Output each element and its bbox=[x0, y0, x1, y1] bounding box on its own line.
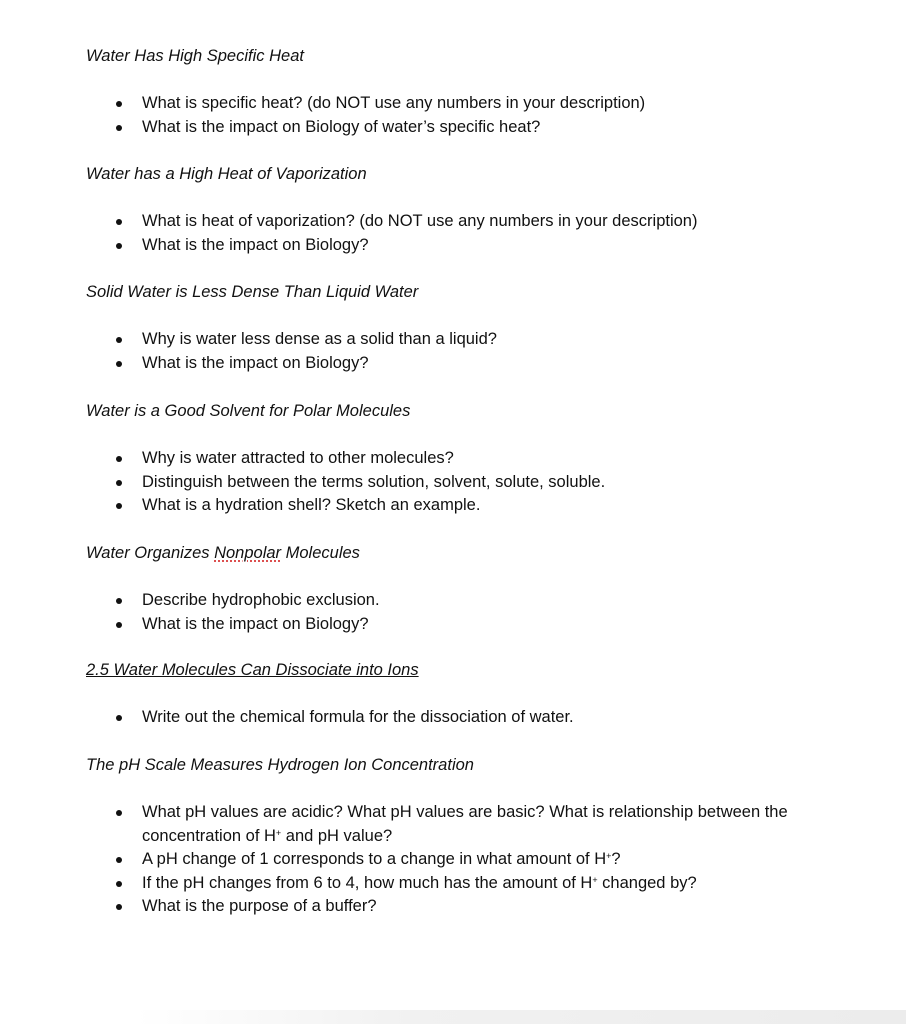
section-heading: Solid Water is Less Dense Than Liquid Water bbox=[86, 283, 419, 301]
question-item: What is the impact on Biology? bbox=[0, 234, 906, 258]
section-heading: Water has a High Heat of Vaporization bbox=[86, 165, 367, 183]
question-item: What is heat of vaporization? (do NOT use any numbers in your description) bbox=[0, 210, 906, 234]
section-heading bbox=[86, 543, 360, 563]
question-item bbox=[0, 801, 906, 848]
page-bottom-shadow bbox=[0, 1010, 906, 1024]
question-item: What is a hydration shell? Sketch an example. bbox=[0, 494, 906, 518]
section-heading: 2.5 Water Molecules Can Dissociate into Ions bbox=[86, 661, 419, 679]
spellcheck-flagged-word: Nonpolar bbox=[214, 544, 282, 562]
question-list bbox=[0, 801, 906, 919]
question-list bbox=[0, 92, 906, 139]
superscript-plus: + bbox=[606, 851, 612, 862]
superscript-plus: + bbox=[275, 827, 282, 838]
question-item bbox=[0, 872, 906, 896]
heading-text: Molecules bbox=[281, 544, 360, 562]
question-text: What pH values are acidic? What pH values are basic? What is relationship between the concentration of H bbox=[142, 803, 788, 845]
section-heading: The pH Scale Measures Hydrogen Ion Concentration bbox=[86, 756, 474, 774]
question-item: Describe hydrophobic exclusion. bbox=[0, 589, 906, 613]
question-list bbox=[0, 447, 906, 518]
question-list bbox=[0, 589, 906, 636]
question-text: If the pH changes from 6 to 4, how much has the amount of H bbox=[142, 873, 593, 892]
question-item: What is the impact on Biology? bbox=[0, 613, 906, 637]
question-text: changed by? bbox=[597, 873, 697, 892]
question-list bbox=[0, 210, 906, 257]
section-heading: Water is a Good Solvent for Polar Molecules bbox=[86, 402, 411, 420]
question-text: ? bbox=[611, 850, 621, 869]
question-item: What is the impact on Biology of water’s specific heat? bbox=[0, 116, 906, 140]
question-item: Write out the chemical formula for the dissociation of water. bbox=[0, 706, 906, 730]
question-item: What is the purpose of a buffer? bbox=[0, 895, 906, 919]
question-item: What is the impact on Biology? bbox=[0, 352, 906, 376]
section-heading: Water Has High Specific Heat bbox=[86, 47, 304, 65]
question-text: A pH change of 1 corresponds to a change in what amount of H bbox=[142, 850, 607, 869]
question-item: Why is water less dense as a solid than a liquid? bbox=[0, 328, 906, 352]
superscript-plus: + bbox=[592, 874, 598, 885]
question-item: What is specific heat? (do NOT use any numbers in your description) bbox=[0, 92, 906, 116]
question-item: Why is water attracted to other molecules? bbox=[0, 447, 906, 471]
question-list bbox=[0, 328, 906, 375]
question-item bbox=[0, 848, 906, 872]
question-text: and pH value? bbox=[281, 826, 393, 845]
question-item: Distinguish between the terms solution, solvent, solute, soluble. bbox=[0, 471, 906, 495]
heading-text: Water Organizes bbox=[86, 544, 215, 562]
question-list bbox=[0, 706, 906, 730]
